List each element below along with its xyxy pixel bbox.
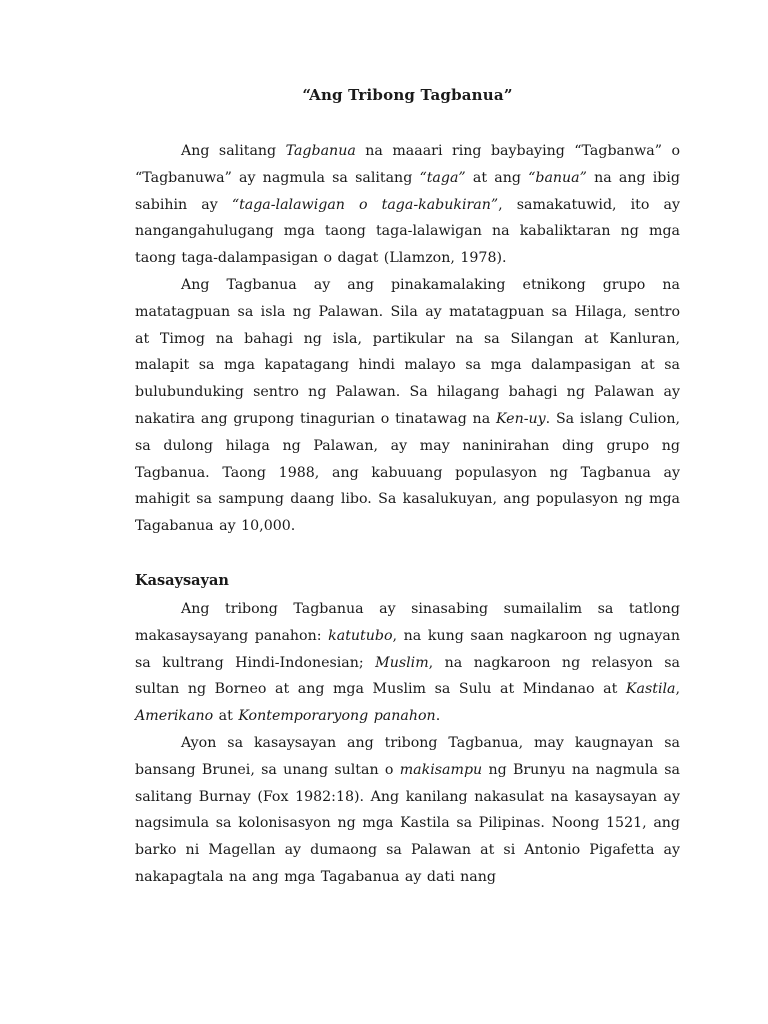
text-run: , na kung saan nagkaroon ng ugnayan sa kultrang Hindi-Indonesian;	[135, 627, 681, 671]
italic-term: Tagbanua	[285, 143, 356, 159]
text-run: . Sa islang Culion, sa dulong hilaga ng Palawan, ay may naninirahan ding grupo ng Tagbanua. Taong 1988, ang kabuuang populasyon ng Tagbanua ay mahigit sa sampung daang libo. Sa kasalukuyan, ang populasyon ng mga Tagabanua ay 10,000.	[135, 410, 680, 535]
paragraph-history-brunei	[135, 730, 680, 891]
italic-term: Ken-uy	[495, 410, 546, 427]
paragraph-location	[135, 272, 680, 540]
text-run: Ang salitang	[181, 143, 286, 159]
text-run: , na nagkaroon ng relasyon sa sultan ng Borneo at ang mga Muslim sa Sulu at Mindanao at	[135, 654, 680, 698]
text-run: at ang	[465, 169, 529, 186]
text-run: at	[213, 708, 239, 725]
italic-term: “taga”	[419, 169, 466, 186]
text-run: ,	[675, 681, 680, 698]
text-run: , samakatuwid, ito ay nangangahulugang mga taong taga-lalawigan na kabaliktaran ng mga taong taga-dalampasigan o dagat (Llamzon, 1978).	[135, 196, 680, 267]
section-heading-kasaysayan: Kasaysayan	[135, 571, 229, 589]
paragraph-etymology	[135, 138, 680, 272]
italic-term: Muslim	[375, 654, 429, 671]
text-run: Ayon sa kasaysayan ang tribong Tagbanua, may kaugnayan sa bansang Brunei, sa unang sultan o	[135, 734, 680, 778]
italic-term: makisampu	[399, 761, 483, 778]
italic-term: Amerikano	[135, 708, 214, 725]
text-run: Ang Tagbanua ay ang pinakamalaking etnikong grupo na matatagpuan sa isla ng Palawan. Sila ay matatagpuan sa Hilaga, sentro at Timog na bahagi ng isla, partikular na sa Silangan at Kanluran, malapit sa mga kapatagang hindi malayo sa mga dalampasigan at sa bulubunduking sentro ng Palawan. Sa hilagang bahagi ng Palawan ay nakatira ang grupong tinagurian o tinatawag na	[135, 276, 680, 427]
text-run: na maaari ring baybaying “Tagbanwa” o “Tagbanuwa” ay nagmula sa salitang	[135, 143, 680, 186]
italic-term: Kontemporaryong panahon	[238, 708, 436, 725]
paragraph-historical-periods	[135, 596, 680, 730]
italic-term: katutubo	[328, 627, 393, 644]
document-title: “Ang Tribong Tagbanua”	[302, 86, 513, 104]
italic-term: “taga-lalawigan o taga-kabukiran”	[231, 196, 499, 213]
text-run: na ang ibig sabihin ay	[135, 169, 680, 213]
italic-term: Kastila	[625, 681, 676, 698]
text-run: ng Brunyu na nagmula sa salitang Burnay (Fox 1982:18). Ang kanilang nakasulat na kasaysayan ay nagsimula sa kolonisasyon ng mga Kastila sa Pilipinas. Noong 1521, ang barko ni Magellan ay dumaong sa Palawan at si Antonio Pigafetta ay nakapagtala na ang mga Tagabanua ay dati nang	[135, 761, 680, 885]
text-run: .	[435, 708, 441, 725]
text-run: Ang tribong Tagbanua ay sinasabing sumailalim sa tatlong makasaysayang panahon:	[135, 600, 680, 644]
italic-term: “banua”	[528, 169, 587, 186]
